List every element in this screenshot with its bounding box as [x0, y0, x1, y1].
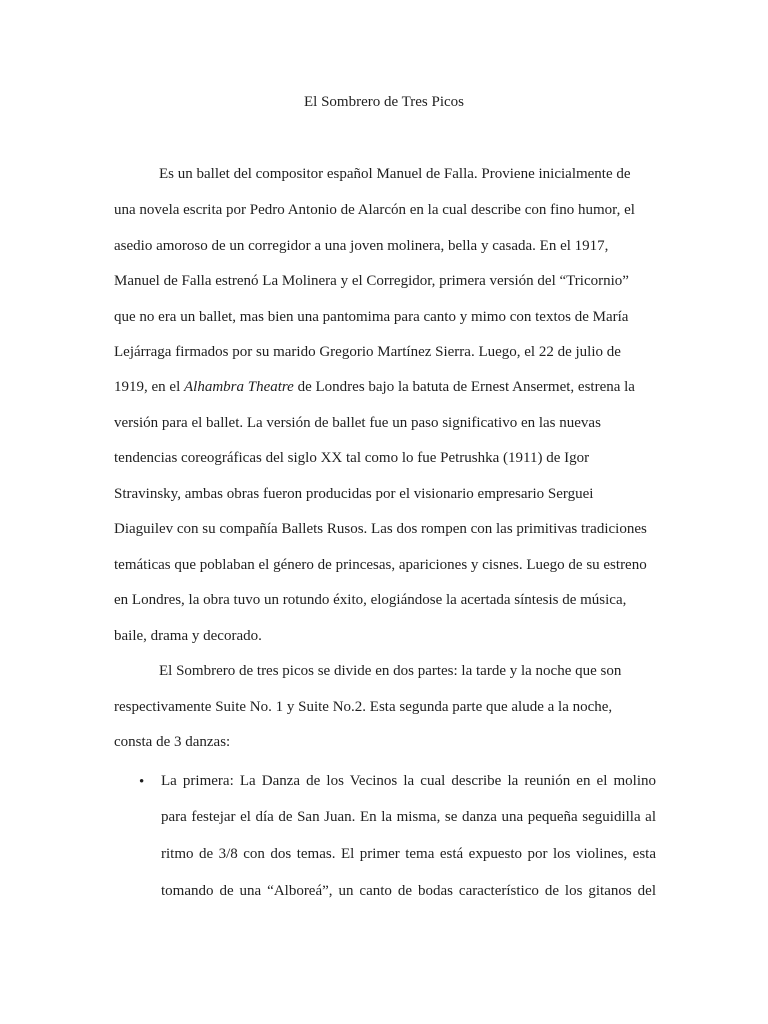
paragraph-1-line-2: una novela escrita por Pedro Antonio de Alarcón en la cual describe con fino humor, el: [114, 202, 635, 218]
paragraph-1-line-13: en Londres, la obra tuvo un rotundo éxito, elogiándose la acertada síntesis de música,: [114, 592, 627, 608]
paragraph-1-line-3: asedio amoroso de un corregidor a una joven molinera, bella y casada. En el 1917,: [114, 238, 609, 254]
paragraph-2-line-3: consta de 3 danzas:: [114, 734, 231, 750]
paragraph-1-line-4: Manuel de Falla estrenó La Molinera y el Corregidor, primera versión del “Tricornio”: [114, 273, 629, 289]
bullet-point-icon: •: [139, 774, 145, 790]
document-title: El Sombrero de Tres Picos: [303, 94, 464, 110]
paragraph-1-line-12: temáticas que poblaban el género de princesas, apariciones y cisnes. Luego de su estreno: [114, 557, 647, 573]
paragraph-1-line-10: Stravinsky, ambas obras fueron producidas por el visionario empresario Serguei: [114, 486, 594, 502]
paragraph-1-line-6: Lejárraga firmados por su marido Gregorio Martínez Sierra. Luego, el 22 de julio de: [114, 344, 621, 360]
paragraph-1-line-9: tendencias coreográficas del siglo XX tal como lo fue Petrushka (1911) de Igor: [114, 450, 590, 466]
paragraph-1-line-8: versión para el ballet. La versión de ballet fue un paso significativo en las nuevas: [114, 415, 601, 431]
line-7-prefix: 1919, en el: [114, 379, 184, 395]
bullet-1-line-4: tomando de una “Alboreá”, un canto de bodas característico de los gitanos del: [161, 883, 656, 899]
paragraph-1-line-11: Diaguilev con su compañía Ballets Rusos. Las dos rompen con las primitivas tradiciones: [114, 521, 647, 537]
paragraph-2-line-2: respectivamente Suite No. 1 y Suite No.2. Esta segunda parte que alude a la noche,: [114, 699, 613, 715]
bullet-1-line-1: La primera: La Danza de los Vecinos la cual describe la reunión en el molino: [161, 773, 656, 789]
paragraph-1-line-14: baile, drama y decorado.: [114, 628, 262, 644]
alhambra-theatre-italic: Alhambra Theatre: [183, 379, 294, 395]
line-7-suffix: de Londres bajo la batuta de Ernest Ansermet, estrena la: [293, 379, 635, 395]
paragraph-1-line-5: que no era un ballet, mas bien una pantomima para canto y mimo con textos de María: [114, 309, 629, 325]
bullet-1-line-2: para festejar el día de San Juan. En la misma, se danza una pequeña seguidilla al: [161, 809, 656, 825]
paragraph-1-line-1: Es un ballet del compositor español Manuel de Falla. Proviene inicialmente de: [159, 166, 631, 182]
paragraph-2-line-1: El Sombrero de tres picos se divide en dos partes: la tarde y la noche que son: [159, 663, 622, 679]
paragraph-1-line-7: [114, 377, 635, 397]
bullet-1-line-3: ritmo de 3/8 con dos temas. El primer tema está expuesto por los violines, esta: [161, 846, 656, 862]
